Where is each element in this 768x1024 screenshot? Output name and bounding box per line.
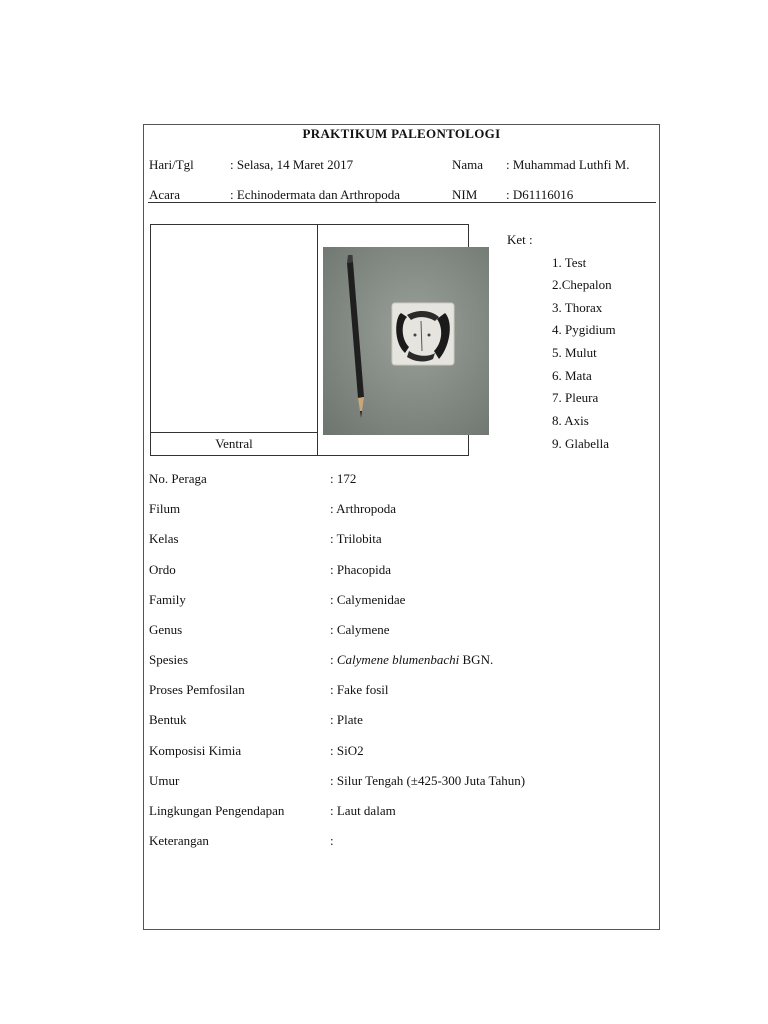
event-label: Acara bbox=[149, 187, 181, 202]
field-label-ordo: Ordo bbox=[149, 562, 176, 577]
field-value-family: : Calymenidae bbox=[330, 592, 406, 607]
field-value-kelas: : Trilobita bbox=[330, 531, 382, 546]
nim-label: NIM bbox=[452, 187, 478, 202]
field-label-kelas: Kelas bbox=[149, 531, 179, 546]
field-label-family: Family bbox=[149, 592, 186, 607]
field-label-proses: Proses Pemfosilan bbox=[149, 682, 245, 697]
specimen-photo bbox=[323, 247, 489, 435]
nim-value: : D61116016 bbox=[506, 187, 574, 202]
legend-item: 2.Chepalon bbox=[552, 277, 612, 292]
field-value-keterangan: : bbox=[330, 833, 334, 848]
field-value-spesies bbox=[330, 652, 493, 668]
name-label: Nama bbox=[452, 157, 484, 172]
field-value-bentuk: : Plate bbox=[330, 712, 363, 727]
name-value: : Muhammad Luthfi M. bbox=[506, 157, 630, 172]
header-divider bbox=[148, 202, 656, 203]
legend-item: 9. Glabella bbox=[552, 436, 610, 451]
field-label-keterangan: Keterangan bbox=[149, 833, 209, 848]
spesies-prefix: : bbox=[330, 652, 337, 667]
legend-item: 6. Mata bbox=[552, 368, 592, 383]
field-label-no-peraga: No. Peraga bbox=[149, 471, 207, 486]
field-label-bentuk: Bentuk bbox=[149, 712, 187, 727]
legend-item: 8. Axis bbox=[552, 413, 589, 428]
field-value-lingkungan: : Laut dalam bbox=[330, 803, 396, 818]
event-value: : Echinodermata dan Arthropoda bbox=[230, 187, 401, 202]
figure-divider bbox=[317, 225, 318, 455]
legend-item: 7. Pleura bbox=[552, 390, 599, 405]
field-label-spesies: Spesies bbox=[149, 652, 188, 667]
date-label: Hari/Tgl bbox=[149, 157, 194, 172]
pencil-and-trilobite-specimen-photo-icon bbox=[323, 247, 489, 435]
field-value-genus: : Calymene bbox=[330, 622, 390, 637]
field-value-umur: : Silur Tengah (±425-300 Juta Tahun) bbox=[330, 773, 526, 788]
field-label-lingkungan: Lingkungan Pengendapan bbox=[149, 803, 285, 818]
spesies-suffix: BGN. bbox=[459, 652, 494, 667]
date-value: : Selasa, 14 Maret 2017 bbox=[230, 157, 354, 172]
legend-item: 3. Thorax bbox=[552, 300, 603, 315]
spesies-italic: Calymene blumenbachi bbox=[336, 652, 460, 667]
legend-item: 5. Mulut bbox=[552, 345, 597, 360]
field-value-komposisi: : SiO2 bbox=[330, 743, 364, 758]
legend-title: Ket : bbox=[507, 232, 533, 247]
field-label-umur: Umur bbox=[149, 773, 180, 788]
caption-divider bbox=[151, 432, 317, 433]
page-title: PRAKTIKUM PALEONTOLOGI bbox=[302, 126, 501, 141]
field-value-filum: : Arthropoda bbox=[330, 501, 397, 516]
figure-caption: Ventral bbox=[215, 436, 253, 451]
field-label-genus: Genus bbox=[149, 622, 183, 637]
report-sheet bbox=[143, 124, 660, 930]
field-value-no-peraga: : 172 bbox=[330, 471, 357, 486]
field-value-ordo: : Phacopida bbox=[330, 562, 392, 577]
field-value-proses: : Fake fosil bbox=[330, 682, 389, 697]
legend-item: 4. Pygidium bbox=[552, 322, 616, 337]
legend-item: 1. Test bbox=[552, 255, 587, 270]
field-label-filum: Filum bbox=[149, 501, 181, 516]
field-label-komposisi: Komposisi Kimia bbox=[149, 743, 242, 758]
